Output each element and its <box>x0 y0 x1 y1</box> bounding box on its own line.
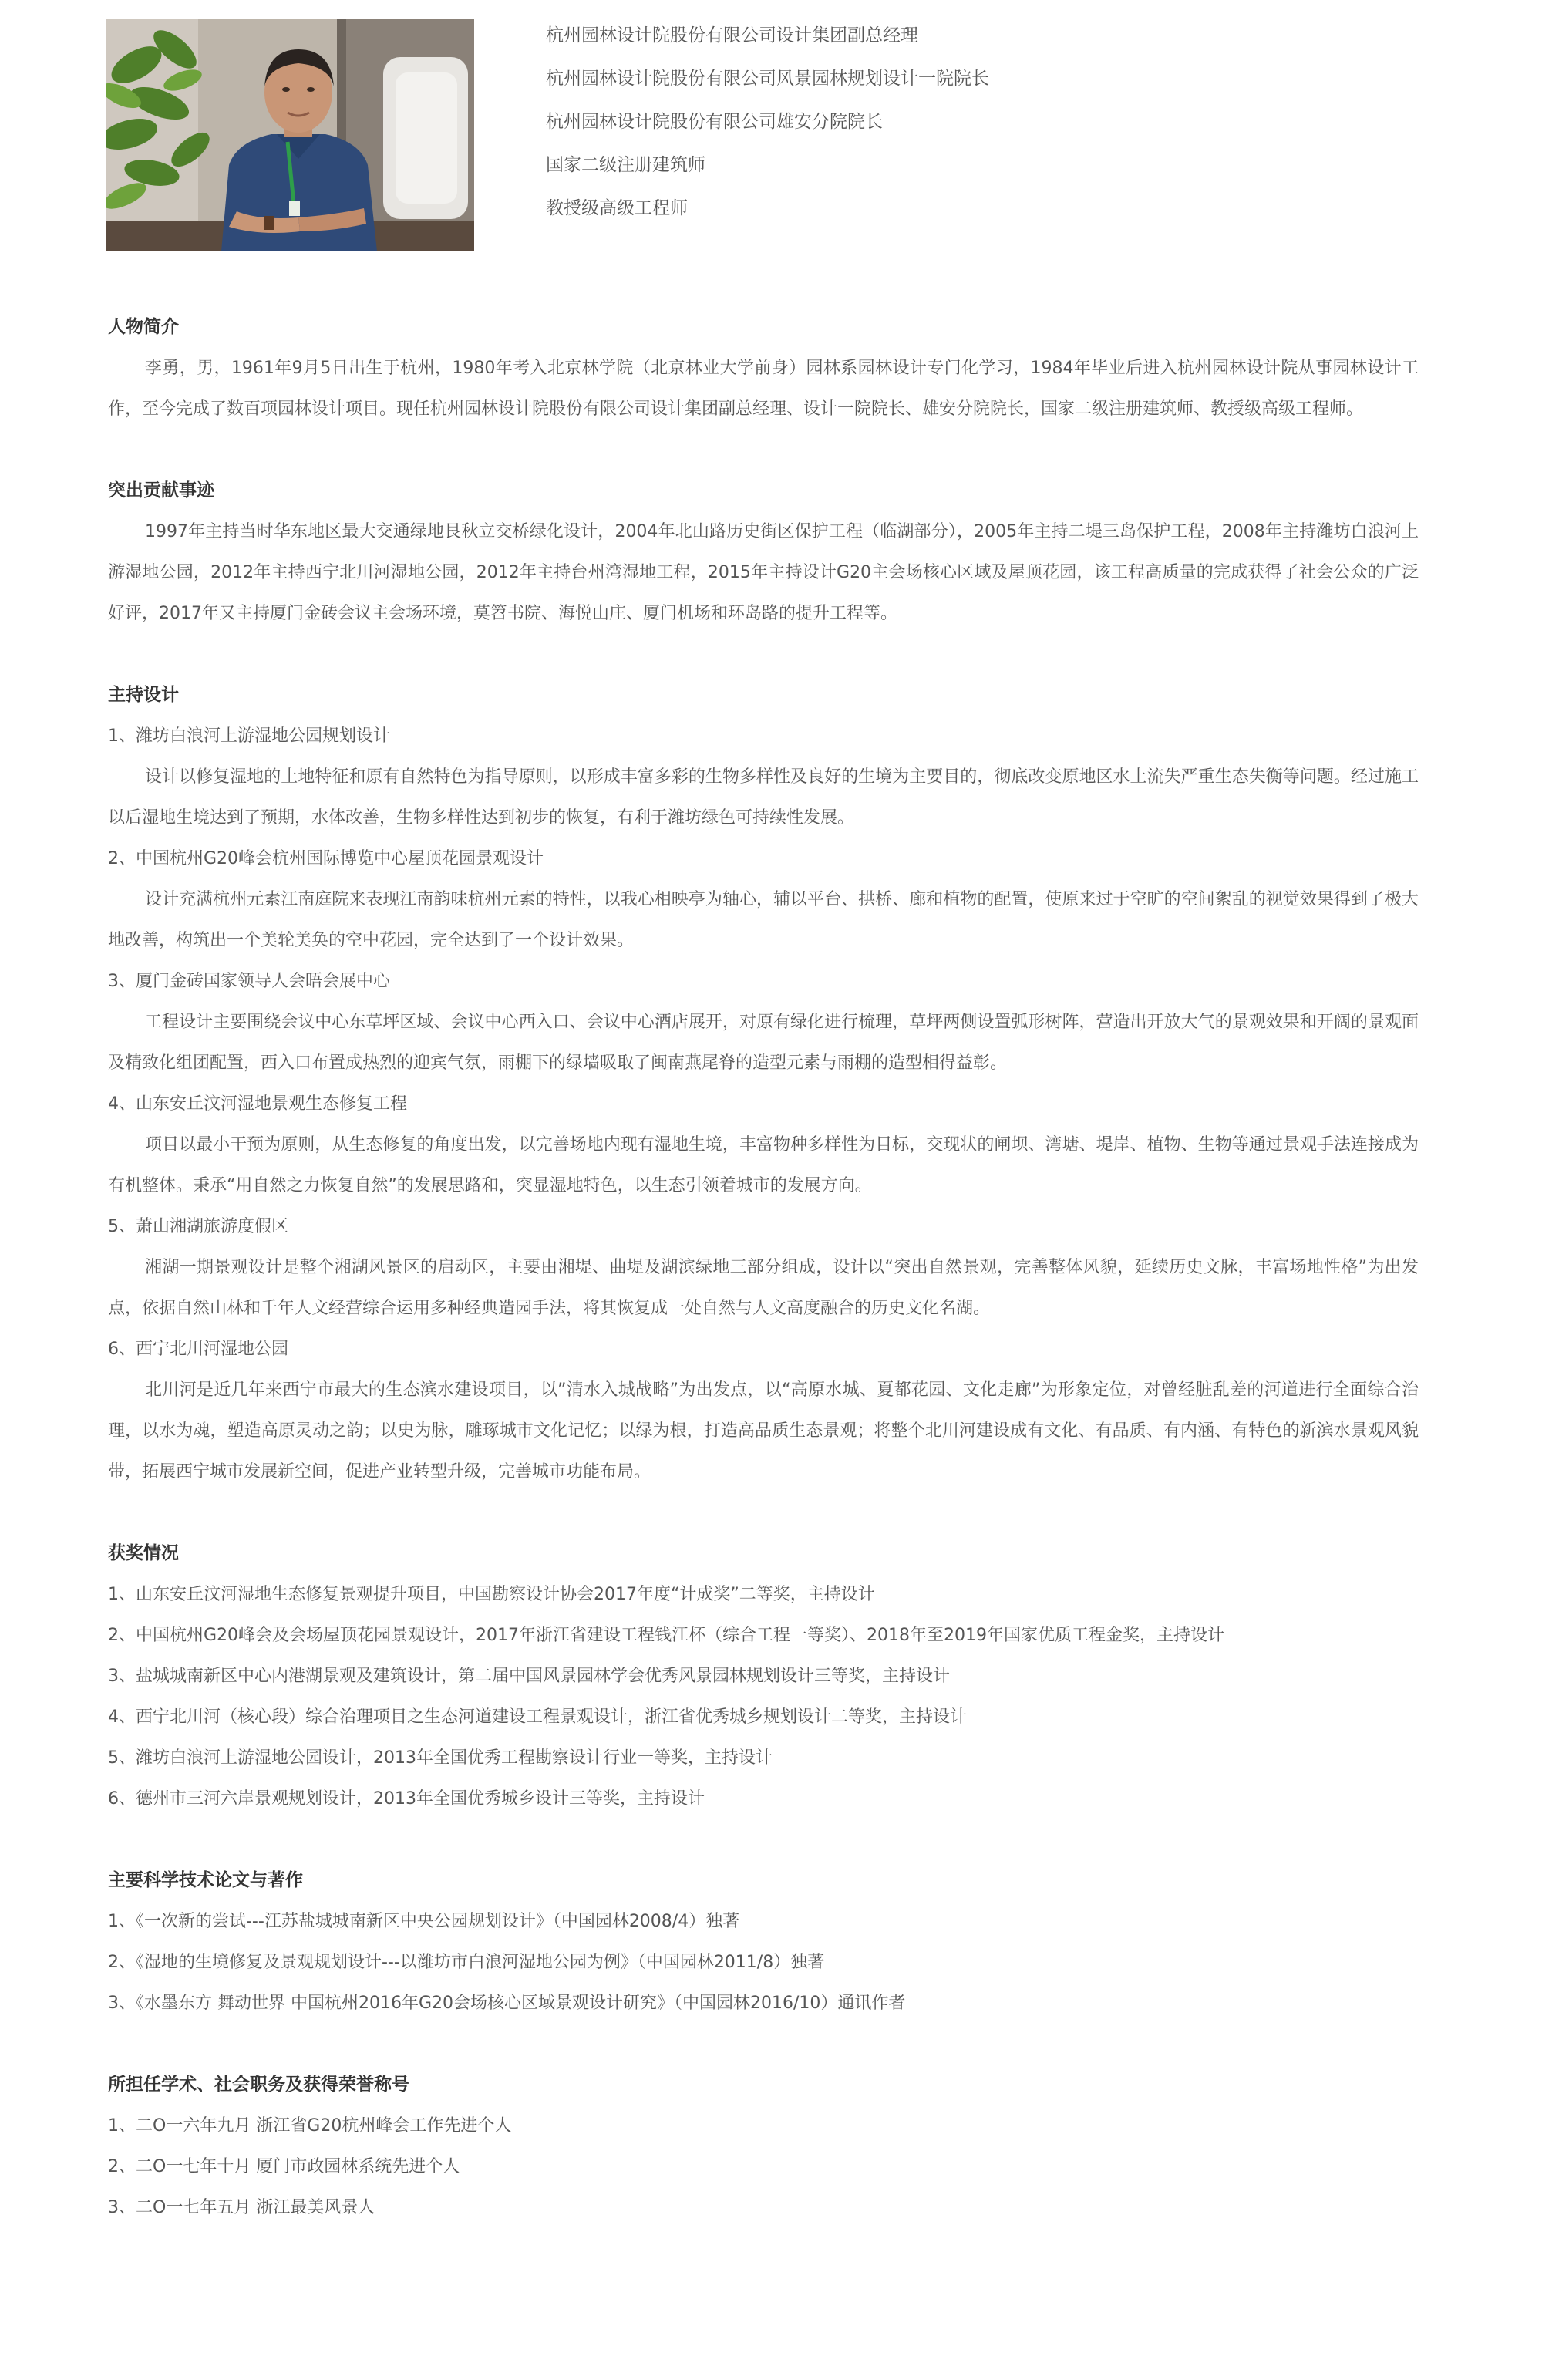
project-title: 5、萧山湘湖旅游度假区 <box>108 1217 288 1236</box>
section-heading: 获奖情况 <box>108 1543 179 1563</box>
project-title: 3、厦门金砖国家领导人会晤会展中心 <box>108 972 390 991</box>
profile-content <box>108 307 1419 2228</box>
paper-item: 1、《一次新的尝试---江苏盐城城南新区中央公园规划设计》（中国园林2008/4）独著 <box>108 1912 740 1931</box>
honor-item: 3、二O一七年五月 浙江最美风景人 <box>108 2198 375 2217</box>
award-item: 2、中国杭州G20峰会及会场屋顶花园景观设计，2017年浙江省建设工程钱江杯（综合工程一等奖）、2018年至2019年国家优质工程金奖，主持设计 <box>108 1626 1225 1645</box>
project-description: 湘湖一期景观设计是整个湘湖风景区的启动区，主要由湘堤、曲堤及湖滨绿地三部分组成，设计以“突出自然景观，完善整体风貌，延续历史文脉，丰富场地性格”为出发点，依据自然山林和千年人文经营综合运用多种经典造园手法，将其恢复成一处自然与人文高度融合的历史文化名湖。 <box>108 1258 1419 1318</box>
papers-section <box>108 1860 1419 2024</box>
award-item: 1、山东安丘汶河湿地生态修复景观提升项目，中国勘察设计协会2017年度“计成奖”二等奖，主持设计 <box>108 1585 875 1604</box>
section-heading: 突出贡献事迹 <box>108 480 214 501</box>
project-description: 设计充满杭州元素江南庭院来表现江南韵味杭州元素的特性，以我心相映亭为轴心，辅以平台、拱桥、廊和植物的配置，使原来过于空旷的空间絮乱的视觉效果得到了极大地改善，构筑出一个美轮美奂的空中花园，完全达到了一个设计效果。 <box>108 890 1419 950</box>
intro-paragraph: 李勇，男，1961年9月5日出生于杭州，1980年考入北京林学院（北京林业大学前身）园林系园林设计专门化学习，1984年毕业后进入杭州园林设计院从事园林设计工作，至今完成了数百项园林设计项目。现任杭州园林设计院股份有限公司设计集团副总经理、设计一院院长、雄安分院院长，国家二级注册建筑师、教授级高级工程师。 <box>108 359 1419 419</box>
section-heading: 主持设计 <box>108 685 179 705</box>
award-item: 5、潍坊白浪河上游湿地公园设计，2013年全国优秀工程勘察设计行业一等奖，主持设计 <box>108 1748 773 1768</box>
project-description: 项目以最小干预为原则，从生态修复的角度出发，以完善场地内现有湿地生境，丰富物种多样性为目标，交现状的闸坝、湾塘、堤岸、植物、生物等通过景观手法连接成为有机整体。秉承“用自然之力恢复自然”的发展思路和，突显湿地特色，以生态引领着城市的发展方向。 <box>108 1135 1419 1195</box>
project-description: 设计以修复湿地的土地特征和原有自然特色为指导原则，以形成丰富多彩的生物多样性及良好的生境为主要目的，彻底改变原地区水土流失严重生态失衡等问题。经过施工以后湿地生境达到了预期，水体改善，生物多样性达到初步的恢复，有利于潍坊绿色可持续性发展。 <box>108 767 1419 828</box>
project-description: 工程设计主要围绕会议中心东草坪区域、会议中心西入口、会议中心酒店展开，对原有绿化进行梳理，草坪两侧设置弧形树阵，营造出开放大气的景观效果和开阔的景观面及精致化组团配置，西入口布置成热烈的迎宾气氛，雨棚下的绿墙吸取了闽南燕尾脊的造型元素与雨棚的造型相得益彰。 <box>108 1013 1419 1073</box>
award-item: 3、盐城城南新区中心内港湖景观及建筑设计，第二届中国风景园林学会优秀风景园林规划设计三等奖，主持设计 <box>108 1667 951 1686</box>
project-title: 1、潍坊白浪河上游湿地公园规划设计 <box>108 726 390 746</box>
section-heading: 人物简介 <box>108 317 179 337</box>
project-description: 北川河是近几年来西宁市最大的生态滨水建设项目，以”清水入城战略”为出发点，以“高原水城、夏都花园、文化走廊”为形象定位，对曾经脏乱差的河道进行全面综合治理，以水为魂，塑造高原灵动之韵；以史为脉，雕琢城市文化记忆；以绿为根，打造高品质生态景观；将整个北川河建设成有文化、有品质、有内涵、有特色的新滨水景观风貌带，拓展西宁城市发展新空间，促进产业转型升级，完善城市功能布局。 <box>108 1380 1419 1482</box>
contributions-section <box>108 470 1419 634</box>
honor-item: 1、二O一六年九月 浙江省G20杭州峰会工作先进个人 <box>108 2116 512 2136</box>
designs-section <box>108 675 1419 1492</box>
paper-item: 3、《水墨东方 舞动世界 中国杭州2016年G20会场核心区域景观设计研究》（中国园林2016/10）通讯作者 <box>108 1994 906 2013</box>
title-line: 国家二级注册建筑师 <box>546 155 705 175</box>
project-title: 4、山东安丘汶河湿地景观生态修复工程 <box>108 1094 407 1114</box>
intro-section <box>108 307 1419 430</box>
section-heading: 主要科学技术论文与著作 <box>108 1870 303 1890</box>
award-item: 4、西宁北川河（核心段）综合治理项目之生态河道建设工程景观设计，浙江省优秀城乡规划设计二等奖，主持设计 <box>108 1707 968 1727</box>
portrait-photo <box>106 19 474 251</box>
contributions-paragraph: 1997年主持当时华东地区最大交通绿地艮秋立交桥绿化设计，2004年北山路历史街区保护工程（临湖部分），2005年主持二堤三岛保护工程，2008年主持潍坊白浪河上游湿地公园，2012年主持西宁北川河湿地公园，2012年主持台州湾湿地工程，2015年主持设计G20主会场核心区域及屋顶花园，该工程高质量的完成获得了社会公众的广泛好评，2017年又主持厦门金砖会议主会场环境，莫笤书院、海悦山庄、厦门机场和环岛路的提升工程等。 <box>108 522 1419 623</box>
paper-item: 2、《湿地的生境修复及景观规划设计---以潍坊市白浪河湿地公园为例》（中国园林2011/8）独著 <box>108 1953 825 1972</box>
title-line: 杭州园林设计院股份有限公司雄安分院院长 <box>546 112 883 132</box>
honors-section <box>108 2065 1419 2228</box>
title-line: 杭州园林设计院股份有限公司风景园林规划设计一院院长 <box>546 69 989 89</box>
project-title: 2、中国杭州G20峰会杭州国际博览中心屋顶花园景观设计 <box>108 849 544 868</box>
award-item: 6、德州市三河六岸景观规划设计，2013年全国优秀城乡设计三等奖，主持设计 <box>108 1789 705 1809</box>
title-line: 教授级高级工程师 <box>546 198 688 218</box>
section-heading: 所担任学术、社会职务及获得荣誉称号 <box>108 2075 409 2095</box>
awards-section <box>108 1533 1419 1819</box>
title-line: 杭州园林设计院股份有限公司设计集团副总经理 <box>546 25 918 46</box>
project-title: 6、西宁北川河湿地公园 <box>108 1340 288 1359</box>
honor-item: 2、二O一七年十月 厦门市政园林系统先进个人 <box>108 2157 460 2176</box>
title-list <box>546 14 1471 230</box>
